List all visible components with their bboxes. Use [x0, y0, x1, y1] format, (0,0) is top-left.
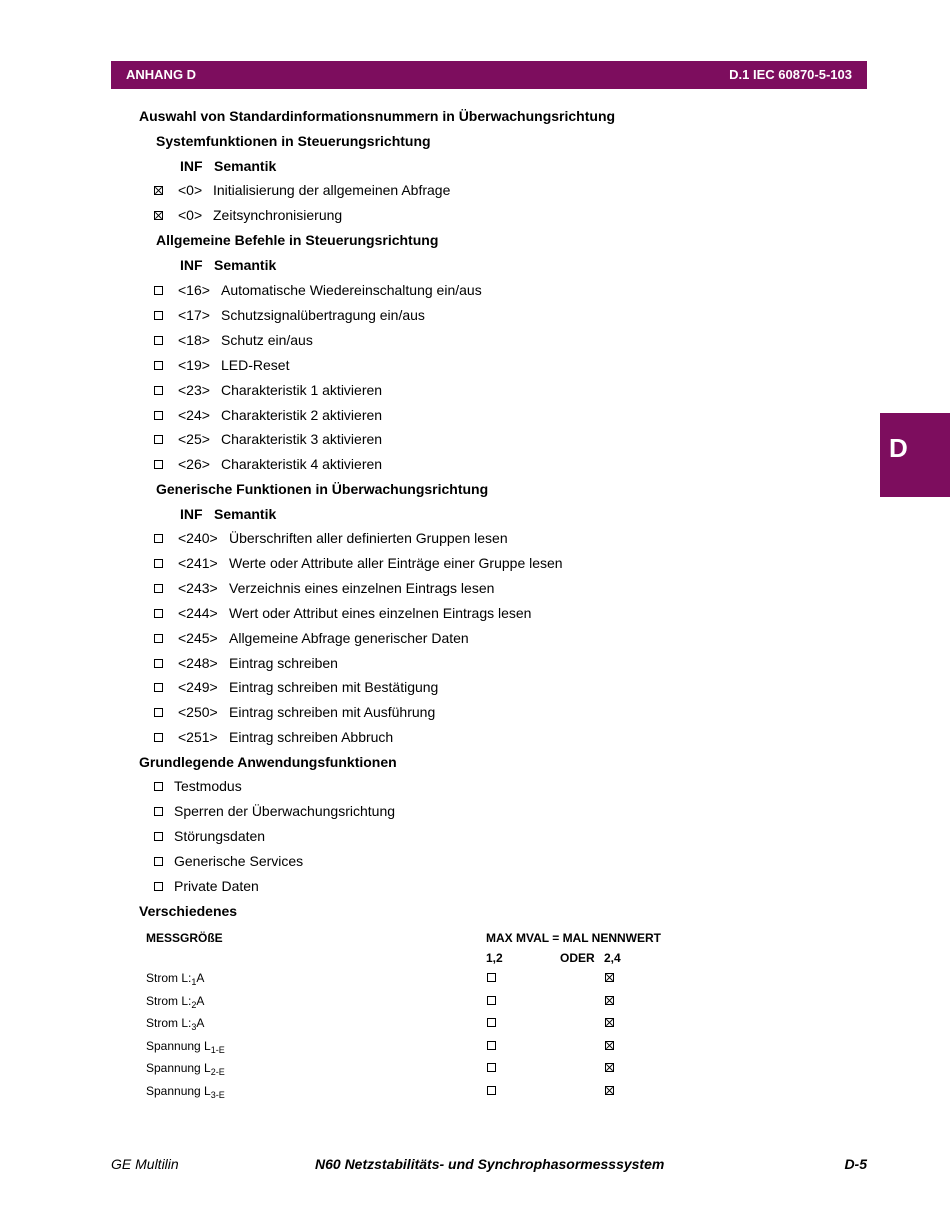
misc-col-max: MAX MVAL = MAL NENNWERT: [486, 931, 662, 945]
basic-function-label: Sperren der Überwachungsrichtung: [174, 802, 396, 819]
checkbox[interactable]: [154, 584, 163, 593]
inf-number: <243>: [178, 579, 218, 596]
semantik-text: Zeitsynchronisierung: [213, 206, 343, 223]
inf-number: <0>: [178, 182, 203, 198]
misc-col-meas: MESSGRÖßE: [146, 931, 223, 945]
checkbox[interactable]: [154, 782, 163, 791]
checkbox-1-2[interactable]: [487, 1086, 496, 1095]
checkbox[interactable]: [154, 411, 163, 420]
checkbox-1-2[interactable]: [487, 973, 496, 982]
inf-number: <241>: [178, 554, 218, 571]
semantik-text: Charakteristik 1 aktivieren: [221, 381, 383, 398]
inf-number: <249>: [178, 679, 218, 696]
generic-col-inf: INF: [180, 506, 203, 522]
measurement-subscript: 3: [191, 1022, 197, 1032]
semantik-text: Eintrag schreiben mit Ausführung: [229, 704, 436, 721]
inf-number: <23>: [178, 381, 210, 398]
checkbox[interactable]: [154, 534, 163, 543]
generic-col-sem: Semantik: [214, 506, 277, 522]
header-chapter: D.1 IEC 60870-5-103: [729, 67, 852, 82]
measurement-label: [146, 969, 204, 987]
inf-number: <19>: [178, 356, 210, 373]
measurement-label: [146, 992, 204, 1010]
measurement-subscript: 1-E: [210, 1044, 225, 1055]
semantik-text: Charakteristik 4 aktivieren: [221, 456, 383, 473]
inf-number: <17>: [178, 306, 210, 323]
checkbox[interactable]: [154, 336, 163, 345]
inf-number: <25>: [178, 431, 210, 448]
measurement-label: [146, 1014, 204, 1032]
inf-number: <0>: [178, 206, 203, 223]
misc-opt-or: ODER: [560, 951, 595, 965]
checkbox[interactable]: [154, 361, 163, 370]
checkbox-2-4[interactable]: [605, 1041, 614, 1050]
checkbox[interactable]: [154, 807, 163, 816]
page-header: [111, 61, 867, 89]
measurement-subscript: 2: [191, 999, 197, 1010]
main-title: Auswahl von Standardinformationsnummern in Überwachungsrichtung: [139, 108, 616, 124]
semantik-text: Automatische Wiedereinschaltung ein/aus: [221, 282, 482, 298]
semantik-text: Eintrag schreiben Abbruch: [229, 729, 394, 746]
checkbox[interactable]: [154, 733, 163, 742]
checkbox-1-2[interactable]: [487, 1018, 496, 1027]
checkbox[interactable]: [154, 286, 163, 295]
checkbox[interactable]: [154, 186, 163, 195]
semantik-text: Initialisierung der allgemeinen Abfrage: [213, 182, 451, 198]
measurement-unit: A: [196, 993, 205, 1008]
misc-title: Verschiedenes: [139, 903, 238, 919]
checkbox[interactable]: [154, 559, 163, 568]
inf-number: <250>: [178, 704, 218, 721]
semantik-text: Schutzsignalübertragung ein/aus: [221, 306, 425, 323]
measurement-name: Spannung L: [146, 1038, 211, 1053]
checkbox[interactable]: [154, 832, 163, 841]
measurement-subscript: 1: [191, 977, 197, 987]
checkbox-2-4[interactable]: [605, 973, 614, 982]
semantik-text: Eintrag schreiben mit Bestätigung: [229, 679, 439, 696]
checkbox-1-2[interactable]: [487, 1063, 496, 1072]
checkbox[interactable]: [154, 435, 163, 444]
inf-number: <24>: [178, 406, 210, 423]
inf-number: <16>: [178, 282, 210, 298]
measurement-label: [146, 1037, 225, 1055]
measurement-label: [146, 1082, 225, 1100]
misc-opt-b: 2,4: [604, 951, 621, 965]
measurement-name: Strom L:: [146, 993, 192, 1008]
measurement-name: Spannung L: [146, 1061, 211, 1075]
inf-number: <251>: [178, 729, 218, 746]
measurement-name: Strom L:: [146, 1016, 192, 1030]
footer-company: GE Multilin: [111, 1156, 179, 1172]
checkbox[interactable]: [154, 311, 163, 320]
measurement-unit: A: [196, 1016, 205, 1030]
inf-number: <26>: [178, 456, 210, 473]
semantik-text: Allgemeine Abfrage generischer Daten: [229, 629, 469, 646]
inf-number: <248>: [178, 654, 218, 671]
checkbox[interactable]: [154, 708, 163, 717]
checkbox[interactable]: [154, 882, 163, 891]
semantik-text: Charakteristik 2 aktivieren: [221, 406, 383, 423]
basic-function-label: Generische Services: [174, 852, 304, 869]
inf-number: <244>: [178, 604, 218, 621]
checkbox[interactable]: [154, 683, 163, 692]
misc-opt-a: 1,2: [486, 951, 503, 965]
inf-number: <18>: [178, 331, 210, 348]
checkbox[interactable]: [154, 659, 163, 668]
semantik-text: LED-Reset: [221, 356, 290, 373]
semantik-text: Schutz ein/aus: [221, 331, 313, 348]
semantik-text: Überschriften aller definierten Gruppen lesen: [229, 530, 508, 546]
header-section: ANHANG D: [126, 67, 197, 82]
checkbox[interactable]: [154, 857, 163, 866]
basic-function-label: Private Daten: [174, 877, 259, 894]
footer-page: D-5: [844, 1156, 867, 1172]
semantik-text: Verzeichnis eines einzelnen Eintrags lesen: [229, 579, 495, 596]
checkbox[interactable]: [154, 460, 163, 469]
sys-col-inf: INF: [180, 158, 203, 174]
footer-title: N60 Netzstabilitäts- und Synchrophasormesssystem: [315, 1156, 665, 1172]
checkbox[interactable]: [154, 634, 163, 643]
gen-cmd-col-inf: INF: [180, 257, 203, 273]
side-tab: D: [880, 413, 950, 497]
checkbox[interactable]: [154, 609, 163, 618]
semantik-text: Charakteristik 3 aktivieren: [221, 431, 383, 448]
basic-title: Grundlegende Anwendungsfunktionen: [139, 754, 397, 770]
checkbox-2-4[interactable]: [605, 996, 614, 1005]
checkbox-2-4[interactable]: [605, 1063, 614, 1072]
inf-number: <240>: [178, 530, 218, 546]
gen-cmd-col-sem: Semantik: [214, 257, 277, 273]
checkbox-1-2[interactable]: [487, 996, 496, 1005]
inf-number: <245>: [178, 629, 218, 646]
semantik-text: Wert oder Attribut eines einzelnen Eintrags lesen: [229, 604, 532, 621]
sys-title: Systemfunktionen in Steuerungsrichtung: [156, 133, 431, 149]
measurement-label: [146, 1059, 225, 1077]
sys-col-sem: Semantik: [214, 158, 277, 174]
checkbox[interactable]: [154, 386, 163, 395]
gen-cmd-title: Allgemeine Befehle in Steuerungsrichtung: [156, 232, 439, 248]
semantik-text: Werte oder Attribute aller Einträge einer Gruppe lesen: [229, 554, 563, 571]
measurement-name: Strom L:: [146, 971, 192, 985]
basic-function-label: Testmodus: [174, 778, 242, 794]
generic-title: Generische Funktionen in Überwachungsrichtung: [156, 481, 489, 497]
measurement-subscript: 3-E: [210, 1089, 225, 1100]
checkbox[interactable]: [154, 211, 163, 220]
measurement-unit: A: [196, 971, 205, 985]
checkbox-1-2[interactable]: [487, 1041, 496, 1050]
semantik-text: Eintrag schreiben: [229, 654, 338, 671]
measurement-subscript: 2-E: [210, 1067, 225, 1077]
checkbox-2-4[interactable]: [605, 1018, 614, 1027]
measurement-name: Spannung L: [146, 1083, 211, 1098]
basic-function-label: Störungsdaten: [174, 827, 266, 844]
checkbox-2-4[interactable]: [605, 1086, 614, 1095]
